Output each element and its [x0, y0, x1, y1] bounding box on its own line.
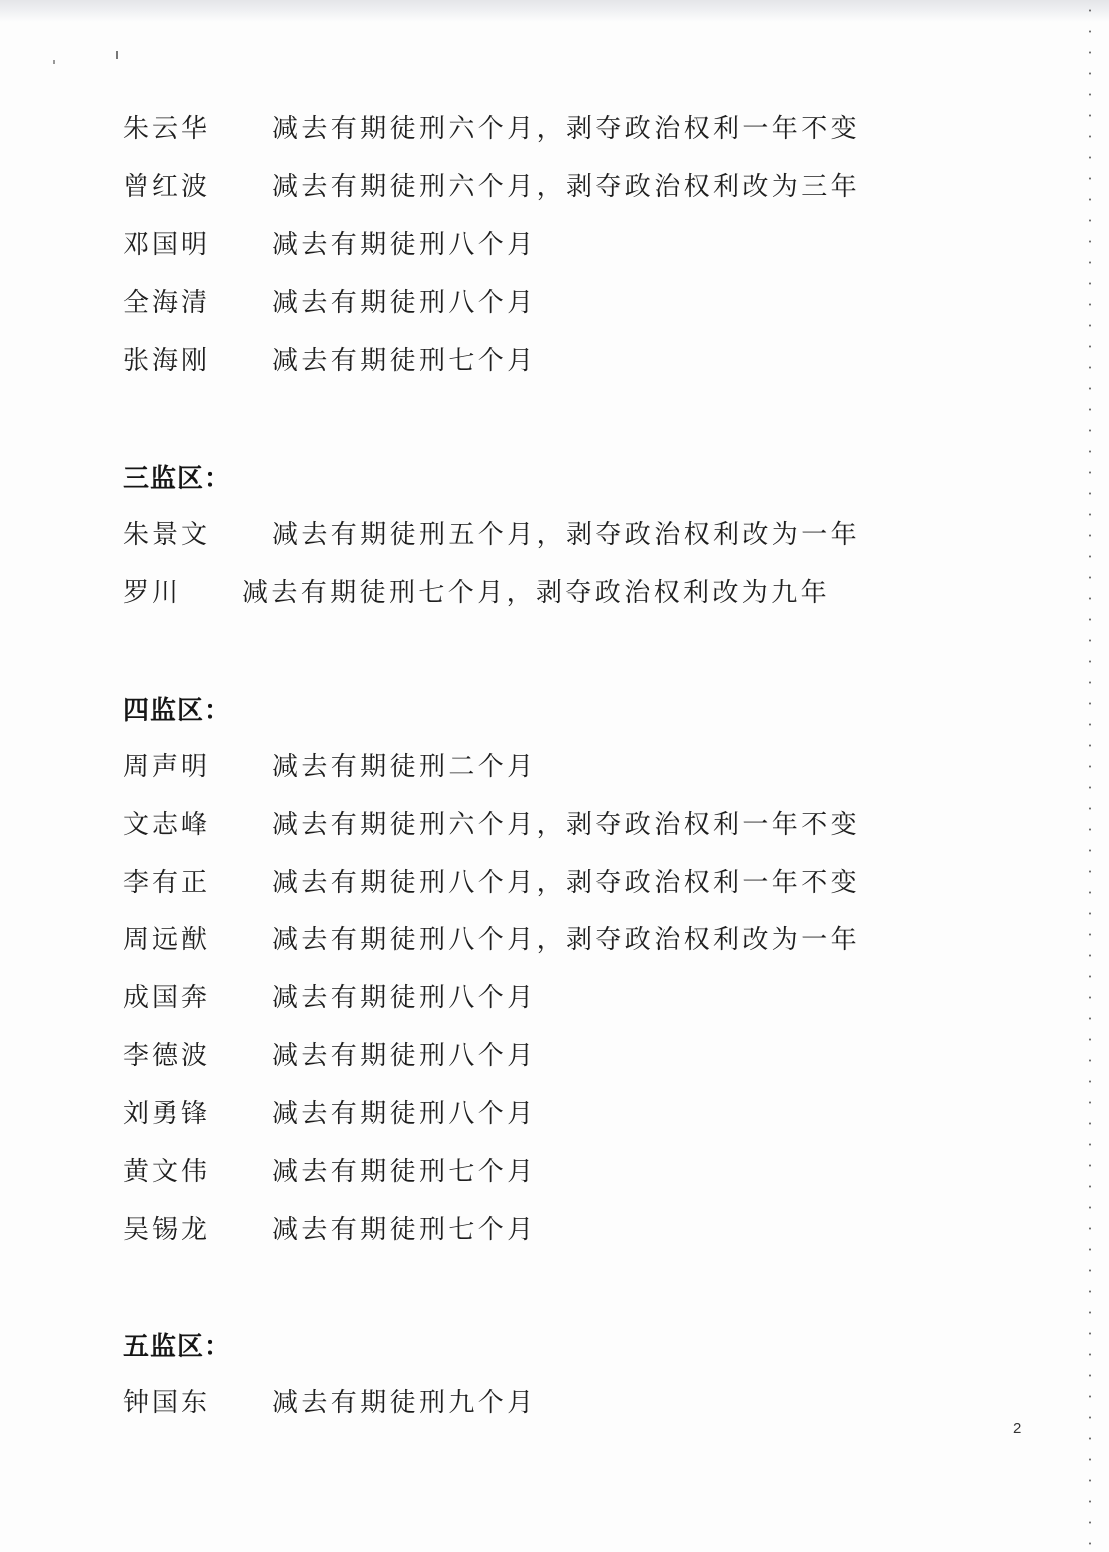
prisoner-name: 全海清: [123, 288, 211, 318]
prisoner-name: 刘勇锋: [123, 1099, 211, 1129]
prisoner-name: 张海刚: [123, 346, 211, 376]
prisoner-name: 周声明: [123, 752, 211, 782]
scan-shadow-top: [0, 0, 1109, 22]
sentence-reduction: 减去有期徒刑五个月，剥夺政治权利改为一年: [272, 520, 861, 550]
prisoner-name: 朱云华: [123, 114, 211, 144]
prisoner-name: 朱景文: [123, 520, 211, 550]
section-heading-district-3: 三监区：: [123, 464, 232, 494]
sentence-reduction: 减去有期徒刑八个月，剥夺政治权利改为一年: [272, 925, 861, 955]
prisoner-name: 成国奔: [123, 983, 211, 1013]
prisoner-name: 邓国明: [123, 230, 211, 260]
sentence-reduction: 减去有期徒刑八个月: [272, 288, 537, 318]
sentence-reduction: 减去有期徒刑七个月: [272, 346, 537, 376]
prisoner-name: 李德波: [123, 1041, 211, 1071]
sentence-reduction: 减去有期徒刑七个月: [272, 1157, 537, 1187]
prisoner-name: 黄文伟: [123, 1157, 211, 1187]
sentence-reduction: 减去有期徒刑六个月，剥夺政治权利一年不变: [272, 810, 861, 840]
sentence-reduction: 减去有期徒刑二个月: [272, 752, 537, 782]
prisoner-name: 钟国东: [123, 1388, 211, 1418]
sentence-reduction: 减去有期徒刑七个月: [272, 1215, 537, 1245]
prisoner-name: 曾红波: [123, 172, 211, 202]
page-number: 2: [1013, 1420, 1022, 1437]
prisoner-name: 吴锡龙: [123, 1215, 211, 1245]
sentence-reduction: 减去有期徒刑八个月，剥夺政治权利一年不变: [272, 868, 861, 898]
sentence-reduction: 减去有期徒刑八个月: [272, 1099, 537, 1129]
prisoner-name: 周远猷: [123, 925, 211, 955]
section-heading-district-4: 四监区：: [123, 696, 232, 726]
scan-speck: [116, 51, 118, 59]
sentence-reduction: 减去有期徒刑九个月: [272, 1388, 537, 1418]
scan-speck: [53, 60, 55, 64]
sentence-reduction: 减去有期徒刑八个月: [272, 1041, 537, 1071]
sentence-reduction: 减去有期徒刑七个月，剥夺政治权利改为九年: [242, 578, 831, 608]
sentence-reduction: 减去有期徒刑八个月: [272, 230, 537, 260]
prisoner-name: 罗川: [123, 578, 182, 608]
prisoner-name: 李有正: [123, 868, 211, 898]
sentence-reduction: 减去有期徒刑六个月，剥夺政治权利一年不变: [272, 114, 861, 144]
sentence-reduction: 减去有期徒刑六个月，剥夺政治权利改为三年: [272, 172, 861, 202]
section-heading-district-5: 五监区：: [123, 1332, 232, 1362]
prisoner-name: 文志峰: [123, 810, 211, 840]
dotted-binding-edge: [1089, 0, 1091, 1552]
sentence-reduction: 减去有期徒刑八个月: [272, 983, 537, 1013]
